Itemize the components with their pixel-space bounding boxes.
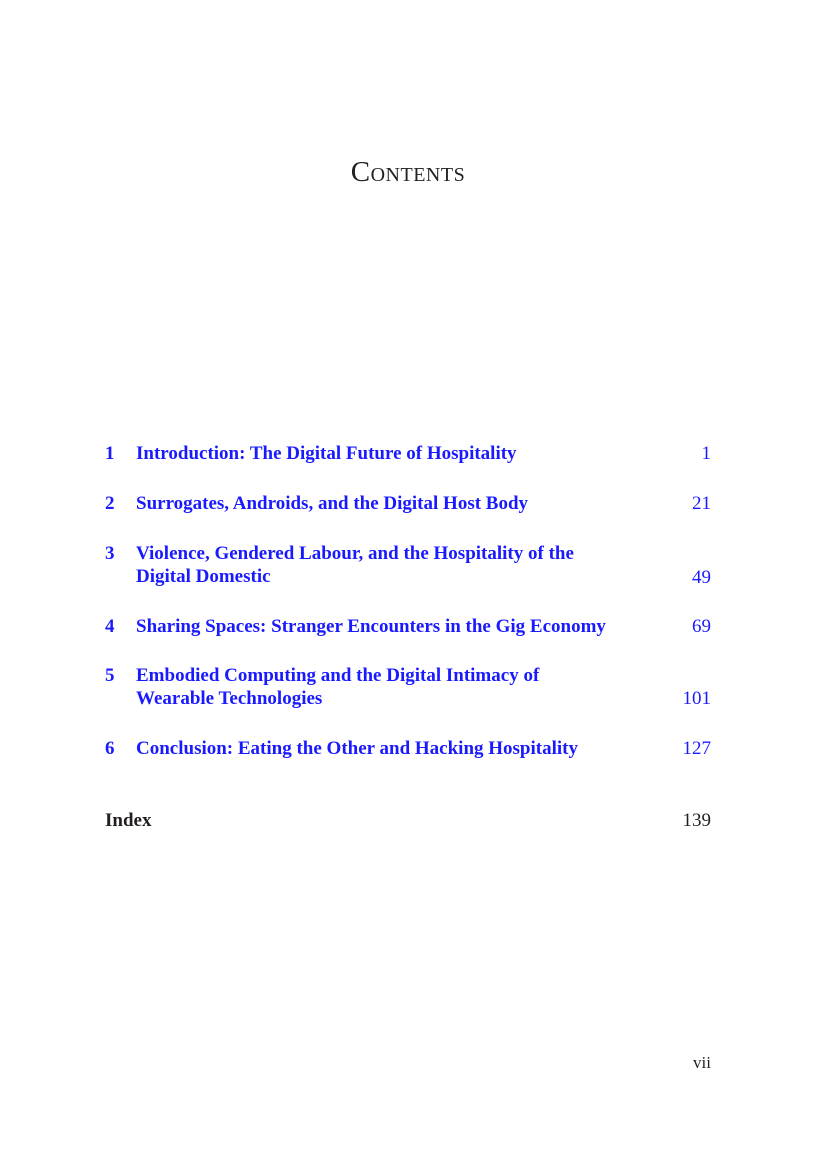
chapter-title — [136, 542, 656, 588]
index-label: Index — [105, 810, 152, 831]
chapter-page-number: 69 — [692, 616, 711, 637]
chapter-number: 5 — [105, 665, 115, 686]
chapter-title — [136, 492, 656, 515]
chapter-page-number: 101 — [682, 688, 711, 709]
chapter-page-number: 21 — [692, 493, 711, 514]
chapter-number: 2 — [105, 493, 115, 514]
chapter-page-number: 1 — [701, 443, 711, 464]
chapter-number: 4 — [105, 616, 115, 637]
chapter-title — [136, 442, 656, 465]
chapter-number: 6 — [105, 738, 115, 759]
chapter-title-line: Digital Domestic — [136, 566, 271, 587]
chapter-title — [136, 737, 656, 760]
page-title: Contents — [350, 156, 466, 188]
page-folio: vii — [693, 1053, 711, 1072]
index-page-number: 139 — [682, 810, 711, 831]
chapter-title-line: Conclusion: Eating the Other and Hacking Hospitality — [136, 738, 578, 759]
chapter-title — [136, 664, 656, 710]
chapter-title — [136, 615, 656, 638]
chapter-title-line: Sharing Spaces: Stranger Encounters in the Gig Economy — [136, 616, 606, 637]
chapter-title-line: Introduction: The Digital Future of Hospitality — [136, 443, 517, 464]
chapter-title-line: Violence, Gendered Labour, and the Hospitality of the — [136, 543, 574, 564]
chapter-number: 1 — [105, 443, 115, 464]
chapter-title-line: Surrogates, Androids, and the Digital Host Body — [136, 493, 529, 514]
chapter-title-line: Wearable Technologies — [136, 688, 323, 709]
chapter-title-line: Embodied Computing and the Digital Intimacy of — [136, 665, 540, 686]
chapter-number: 3 — [105, 543, 115, 564]
chapter-page-number: 49 — [692, 567, 711, 588]
chapter-page-number: 127 — [682, 738, 711, 759]
